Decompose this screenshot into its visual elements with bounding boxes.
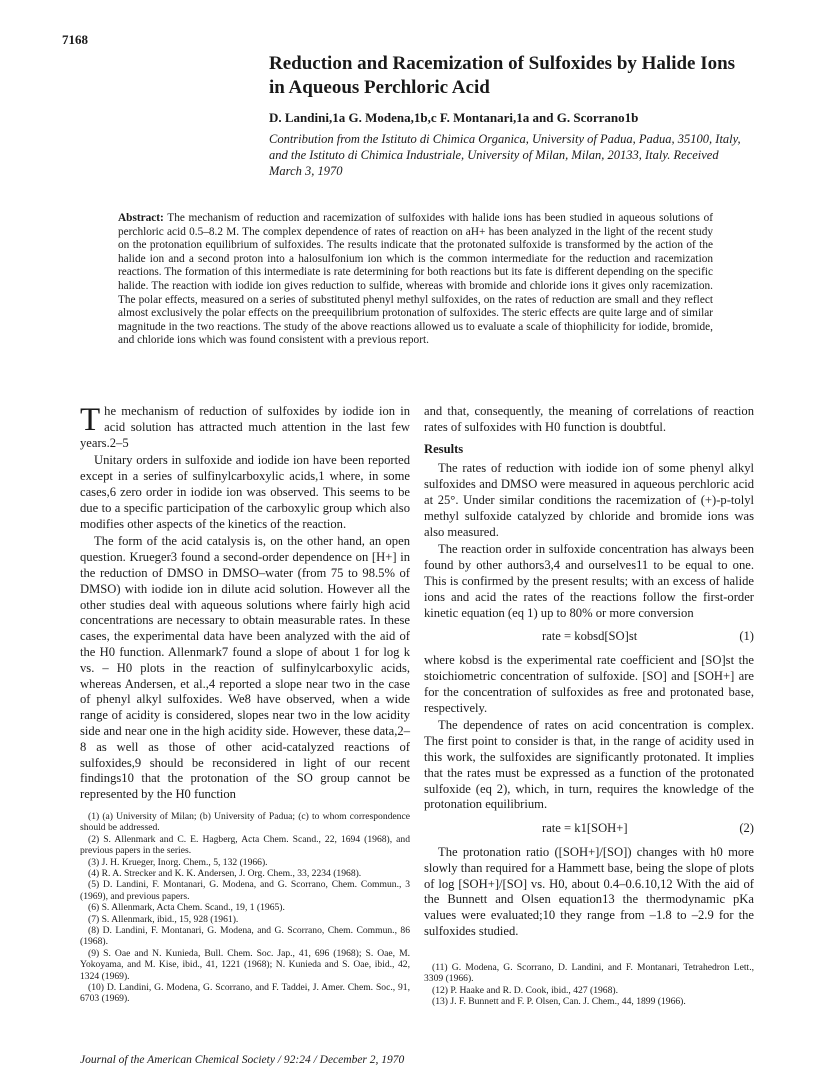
paragraph: and that, consequently, the meaning of correlations of reaction rates of sulfoxides with H0 function is doubtful. [424,404,754,434]
footnote: (10) D. Landini, G. Modena, G. Scorrano, and F. Taddei, J. Amer. Chem. Soc., 91, 6703 (1969). [80,982,410,1005]
footnote: (13) J. F. Bunnett and F. P. Olsen, Can. J. Chem., 44, 1899 (1966). [432,995,686,1007]
footnote: (5) D. Landini, F. Montanari, G. Modena, and G. Scorrano, Chem. Commun., 3 (1969), and previous papers. [80,879,410,902]
left-column [80,404,410,1005]
equation-number: (1) [739,629,754,644]
equation-body: rate = k1[SOH+] [542,821,628,836]
equation-1 [424,629,754,645]
footnote: (11) G. Modena, G. Scorrano, D. Landini, and F. Montanari, Tetrahedron Lett., 3309 (1966). [424,961,754,985]
footnotes-left [80,811,410,1005]
article-title: Reduction and Racemization of Sulfoxides by Halide Ions in Aqueous Perchloric Acid [269,53,736,98]
author-list: D. Landini,1a G. Modena,1b,c F. Montanari,1a and G. Scorrano1b [269,110,639,125]
footnote: (9) S. Oae and N. Kunieda, Bull. Chem. Soc. Jap., 41, 696 (1968); S. Oae, M. Yokoyama, and M. Kise, ibid., 41, 1221 (1968); N. Kunieda and S. Oae, ibid., 42, 1324 (1969). [80,947,410,982]
right-column [424,404,754,1007]
equation-number: (2) [739,821,754,836]
affiliation: Contribution from the Istituto di Chimica Organica, University of Padua, Padua, 35100, Italy, and the Istituto di Chimica Industriale, University of Milan, Milan, 20133, Italy. Received March 3, 1970 [269,132,741,178]
footnotes-right [424,962,754,1008]
footnote: (2) S. Allenmark and C. E. Hagberg, Acta Chem. Scand., 22, 1694 (1968), and previous papers in the series. [80,833,410,857]
equation-body: rate = kobsd[SO]st [542,629,638,644]
paragraph: The rates of reduction with iodide ion of some phenyl alkyl sulfoxides and DMSO were measured in aqueous perchloric acid at 25°. Under similar conditions the racemization of (+)-p-tolyl methyl sulfoxide catalyzed by chloride and bromide ions was also measured. [424,461,754,539]
footnote: (12) P. Haake and R. D. Cook, ibid., 427 (1968). [432,984,618,996]
footnote: (1) (a) University of Milan; (b) University of Padua; (c) to whom correspondence should be addressed. [80,810,410,834]
paragraph [80,404,410,451]
abstract [118,212,713,348]
drop-cap: T [80,402,101,438]
paragraph: where kobsd is the experimental rate coefficient and [SO]st the stoichiometric concentration of sulfoxide. [SO] and [SOH+] are for the concentration of sulfoxides as free and protonated base, respectively. [424,653,754,715]
abstract-label: Abstract: [118,212,164,224]
page-number: 7168 [62,32,88,47]
journal-footer: Journal of the American Chemical Society / 92:24 / December 2, 1970 [80,1054,405,1066]
paragraph: The form of the acid catalysis is, on the other hand, an open question. Krueger3 found a second-order dependence on [H+] in the reduction of DMSO in DMSO–water (from 75 to 98.5% of DMSO) with iodide ion in dilute acid solution. However all the other studies deal with aqueous solutions where fairly high acid concentrations are necessary to obtain measurable rates. In these cases, the experimental data have been analyzed with the aid of the H0 function. Allenmark7 found a slope of about 1 for log k vs. – H0 plots in the reaction of sulfinylcarboxylic acids, whereas Andersen, et al.,4 reported a slope near two in the case of phenyl alkyl sulfoxides. We8 have observed, when a wide range of acidity is considered, slopes near two in the low acidity side and near one in the high acidity side. However, these data,2–8 as well as those of other acid-catalyzed reactions of sulfoxides,9 should be reconsidered in light of our recent findings10 that the protonation of the SO group cannot be represented by the H0 function [80,534,410,802]
abstract-text: The mechanism of reduction and racemization of sulfoxides with halide ions has been studied in aqueous solutions of perchloric acid 0.5–8.2 M. The complex dependence of rates of reaction on aH+ has been analyzed in the light of the recent study on the protonation equilibrium of sulfoxides. The results indicate that the protonated sulfoxide is transformed by the action of the halide ion and a second proton into a halosulfonium ion which is the common intermediate for the reduction and racemization reactions. The formation of this intermediate is rate determining for both reactions but its fate is different depending on the specific halide. The reaction with iodide ion gives reduction to sulfide, whereas with bromide and chloride ions it gives only racemization. The polar effects, measured on a series of substituted phenyl methyl sulfoxides, on the rates of reduction are small and they reflect almost exclusively the polar effects on the preequilibrium protonation of sulfoxides. The steric effects are quite large and of similar magnitude in the two reactions. The study of the above reactions allowed us to evaluate a scale of thiophilicity for iodide, bromide, and chloride ions which was found consistent with a previous report. [118,212,713,347]
paragraph-text: he mechanism of reduction of sulfoxides by iodide ion in acid solution has attracted much attention in the last few years.2–5 [80,404,410,450]
footnote: (3) J. H. Krueger, Inorg. Chem., 5, 132 (1966). [88,856,268,868]
paragraph: The protonation ratio ([SOH+]/[SO]) changes with h0 more slowly than required for a Hammett base, being the slope of plots of log [SOH+]/[SO] vs. H0, about 0.4–0.6.10,12 With the aid of the Bunnett and Olsen equation13 the thermodynamic pKa values were evaluated;10 they range from –1.8 to –2.9 for the sulfoxides studied. [424,844,754,938]
footnote: (8) D. Landini, F. Montanari, G. Modena, and G. Scorrano, Chem. Commun., 86 (1968). [80,924,410,948]
equation-2 [424,821,754,837]
footnote: (7) S. Allenmark, ibid., 15, 928 (1961). [88,913,239,925]
paragraph: The reaction order in sulfoxide concentration has always been found by other authors3,4 and ourselves11 to be equal to one. This is confirmed by the present results; with an excess of halide ions and acid the rates of the reactions follow the first-order kinetic equation (eq 1) up to 80% or more conversion [424,542,754,620]
section-heading: Results [424,441,464,456]
footnote: (6) S. Allenmark, Acta Chem. Scand., 19, 1 (1965). [88,902,285,914]
paragraph: The dependence of rates on acid concentration is complex. The first point to consider is that, in the range of acidity used in this work, the sulfoxides are significantly protonated. It implies that the rates must be expressed as a function of the protonated sulfoxide (eq 2), which, in turn, requires the knowledge of the protonation equilibrium. [424,718,754,812]
footnote: (4) R. A. Strecker and K. K. Andersen, J. Org. Chem., 33, 2234 (1968). [88,867,362,879]
paragraph: Unitary orders in sulfoxide and iodide ion have been reported except in a series of sulfinylcarboxylic acids,1 where, in some cases,6 zero order in iodide ion was observed. This seems to be due to a specific participation of the carboxylic group which also modifies other aspects of the kinetics of the reaction. [80,453,410,531]
